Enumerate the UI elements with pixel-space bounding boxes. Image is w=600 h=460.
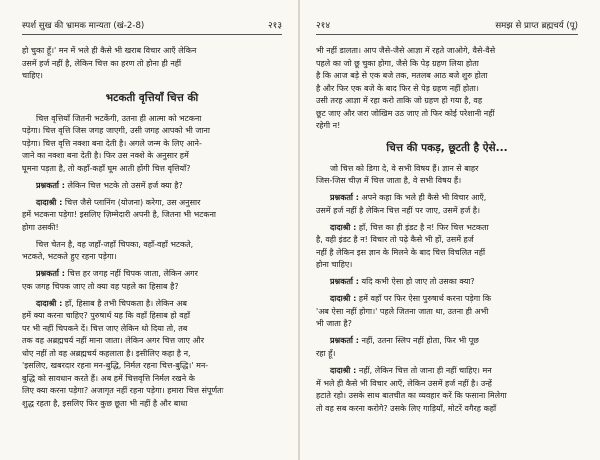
right-intro-paragraph: भी नहीं डालता। आप जैसे-जैसे आज्ञा में रहते जाओगे, वैसे-वैसे पहले का जो छू चुका होगा, जैसे कि पेड़ ग्रहण लिया होता है कि आज बड़े से एक बजे तक, मतलब आठ बजे शुरु होता है और फिर एक बजे के बाद फिर से पेड़ ग्रहण नहीं होता। उसी तरह आज्ञा में रहा करो ताकि जो ग्रहण हो गया है, वह छूट जाए और जरा जोखिम उठ जाए तो फिर कोई परेशानी नहीं रहेगी न!: [316, 46, 496, 130]
answer-text: नहीं, लेकिन चित्त तो जाना ही नहीं चाहिए। मन में भले ही कैसे भी विचार आएँ, लेकिन उसमें हर्ज नहीं है। उन्हें हटाते रहो। उसके साथ बातचीत का व्यवहार करें कि फसाना मिलेगा तो वह सब करना करोगे? उसके लिए गाड़ियाँ, मोटरें वगैरह कहाँ: [316, 366, 507, 413]
right-answer-3: [316, 365, 578, 415]
left-running-head: [22, 18, 282, 35]
left-page-number: २१३: [267, 21, 282, 31]
right-question-2: [316, 276, 578, 289]
speaker-label: दादाश्री :: [36, 197, 63, 207]
right-paragraph: जो चित्त को डिगा दे, वे सभी विषय हैं। ज्ञान से बाहर जिस-जिस चीज़ में चित्त जाता है, वे सभी विषय हैं।: [316, 163, 479, 185]
speaker-label: प्रश्नकर्ता :: [36, 180, 65, 190]
speaker-label: दादाश्री :: [330, 222, 357, 232]
speaker-label: दादाश्री :: [36, 298, 63, 308]
right-page: [300, 0, 600, 460]
answer-text: हाँ, हिसाब है तभी चिपकता है। लेकिन अब हमें क्या करना चाहिए? पुरुषार्थ यह कि वहाँ हिसाब हो वहाँ पर भी नहीं चिपकने दें। चित्त जाए लेकिन धो दिया तो, तब तक वह अब्रह्मचर्य नहीं माना जाता। लेकिन अगर चित्त जाए और धोए नहीं तो वह अब्रह्मचर्य कहलाता है। इसीलिए कहा है न, 'इसलिए, खबरदार रहना मन-बुद्धि, निर्मल रहना चित्त-बुद्धि।' मन- बुद्धि को सावधान करते हैं। अब हमें चित्तवृत्ति निर्मल रखने के लिए क्या करना पड़ेगा? अजागृत नहीं रहना पड़ेगा। हमारा चित्त संपूर्णतः शुद्ध रहता है, इसलिए फिर कुछ छूता भी नहीं है और बाधा: [22, 298, 224, 408]
right-answer-1: [316, 222, 578, 272]
question-text: यदि कभी ऐसा हो जाए तो उसका क्या?: [361, 277, 475, 287]
left-question-2: [22, 268, 282, 293]
speaker-label: प्रश्नकर्ता :: [36, 269, 65, 279]
speaker-label: प्रश्नकर्ता :: [330, 193, 359, 203]
right-question-1: [316, 192, 578, 217]
right-page-number: २१४: [316, 21, 331, 31]
right-header-title: समझ से प्राप्त ब्रह्मचर्य (पू): [495, 21, 578, 31]
left-answer-1: [22, 197, 282, 235]
left-question-1: [22, 180, 282, 193]
answer-text: हमें वहाँ पर फिर ऐसा पुरुषार्थ करना पड़ेगा कि 'अब ऐसा नहीं होगा।' पहले जितना जाता था, उतना ही अभी भी जाता है?: [316, 294, 491, 329]
right-question-3: [316, 335, 578, 360]
left-header-title: स्पर्श सुख की भ्रामक मान्यता (खं-2-8): [22, 21, 145, 31]
left-page: [0, 0, 298, 460]
question-text: अपने कहा कि भले ही कैसे भी विचार आएँ, उसमें हर्ज नहीं है लेकिन चित्त नहीं पर जाए, उसमें हर्ज है।: [316, 193, 487, 215]
speaker-label: दादाश्री :: [330, 366, 357, 376]
speaker-label: दादाश्री :: [330, 294, 357, 304]
right-answer-2: [316, 293, 578, 331]
left-paragraph: चित्त चेतन है, वह जहाँ-जहाँ चिपका, वहाँ-वहाँ भटकते, भटकते, भटकते हुए रहना पड़ेगा।: [22, 239, 194, 262]
question-text: लेकिन चित्त भटके तो उसमें हर्ज क्या है?: [67, 180, 183, 190]
left-section-heading: भटकती वृत्तियाँ चित्त की: [105, 91, 199, 104]
answer-text: हाँ, चित्त का ही इंडट है न! फिर चित्त भटकता है, वही इंडट है न! विचार तो पढ़े कैसे भी हों, उसमें हर्ज नहीं है लेकिन इस ज्ञान के मिलने के बाद चित्त विचलित नहीं होना चाहिए।: [316, 222, 489, 270]
question-text: चित्त हर जगह नहीं चिपक जाता, लेकिन अगर एक जगह चिपक जाए तो क्या वह पहले का हिसाब है?: [22, 269, 198, 291]
right-section-heading: चित्त की पकड़, छूटती है ऐसे...: [386, 141, 508, 154]
left-paragraph: चित्त वृत्तियाँ जितनी भटकेंगी, उतना ही आत्मा को भटकना पड़ेगा। चित्त वृत्ति जिस जगह जाएगी, उसी जगह आपको भी जाना पड़ेगा। चित्त वृत्ति नक्शा बना देती है। अगले जन्म के लिए आने- जाने का नक्शा बना देती है। फिर उस नक्शे के अनुसार हमें घूमना पड़ता है, तो कहाँ-कहाँ घूम आती होंगी चित्त वृत्तियाँ?: [22, 113, 210, 173]
speaker-label: प्रश्नकर्ता :: [330, 277, 359, 287]
right-running-head: [316, 18, 578, 35]
left-answer-2: [22, 298, 282, 411]
speaker-label: प्रश्नकर्ता :: [330, 336, 359, 346]
answer-text: चित्त जैसे प्लानिंग (योजना) करेगा, उस अनुसार हमें भटकना पड़ेगा! इसलिए ज़िम्मेदारी अपनी है, जितना भी भटकना होगा उसकी!: [22, 197, 216, 232]
left-intro-paragraph: हो चुका हूँ।' मन में भले ही कैसे भी खराब विचार आएँ लेकिन उसमें हर्ज नहीं है, लेकिन चित्त का हरण तो होना ही नहीं चाहिए।: [22, 46, 197, 80]
question-text: नहीं, उतना स्लिप नहीं होता, फिर भी पूछ रहा हूँ।: [316, 336, 479, 358]
